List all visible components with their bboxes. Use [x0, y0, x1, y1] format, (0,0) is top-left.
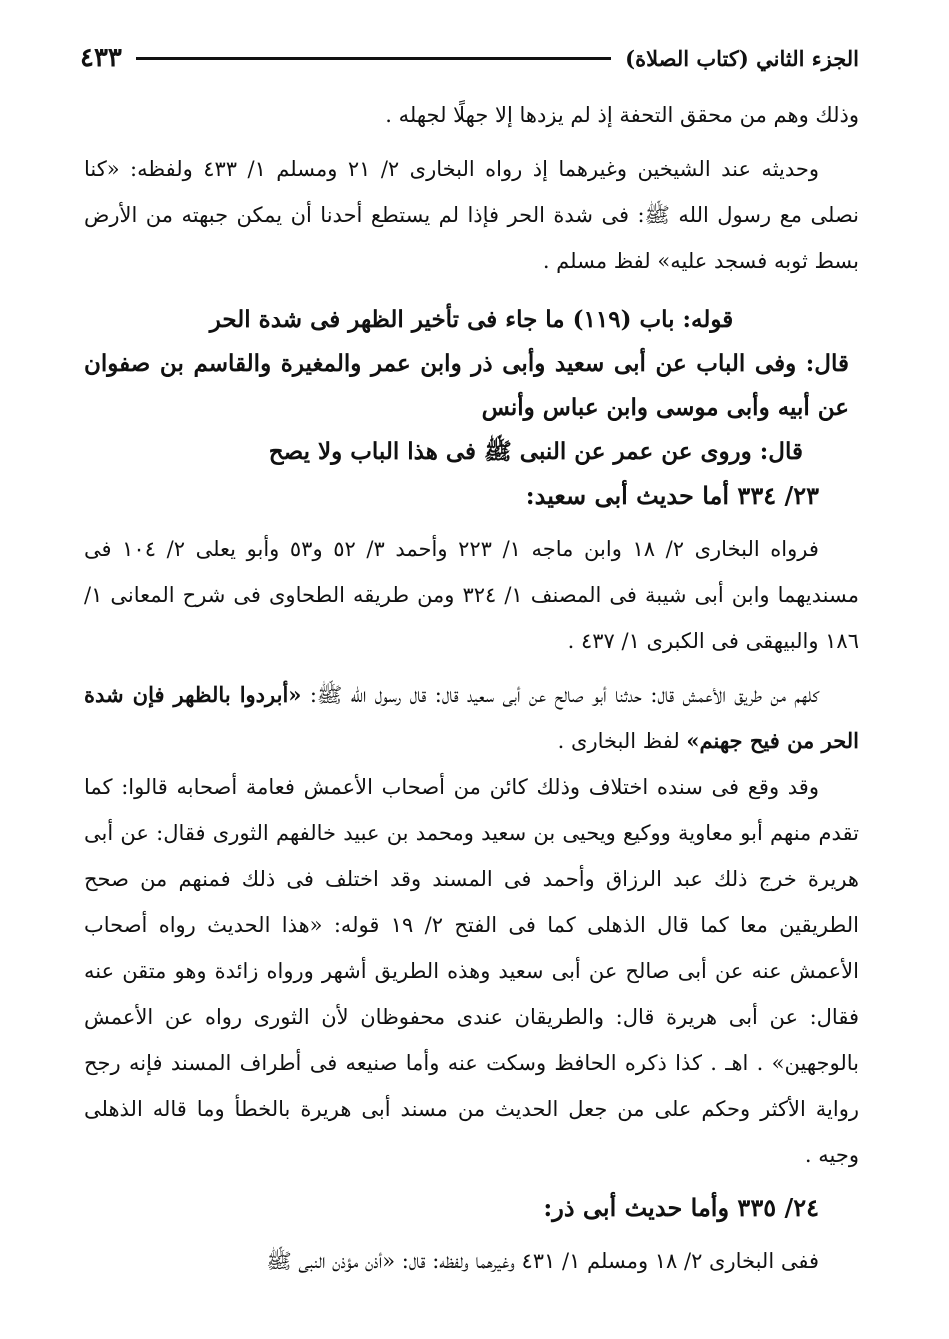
- paragraph-abu-said-sources: فرواه البخارى ٢/ ١٨ وابن ماجه ١/ ٢٢٣ وأحمد ٣/ ٥٢ و٥٣ وأبو يعلى ٢/ ١٠٤ فى مسنديهما وابن أبى شيبة فى المصنف ١/ ٣٢٤ ومن طريقه الطحاوى فى شرح المعانى ١/ ١٨٦ والبيهقى فى الكبرى ١/ ٤٣٧ .: [84, 537, 859, 653]
- paragraph-isnad-discussion: وقد وقع فى سنده اختلاف وذلك كائن من أصحاب الأعمش فعامة أصحابه قالوا: كما تقدم منهم أبو معاوية ووكيع ويحيى بن سعيد ومحمد بن عبيد خالفهم الثورى فقال: عن أبى هريرة خرج ذلك عبد الرزاق وأحمد فى المسند وقد اختلف فى ذلك فمنهم من صحح الطريقين معا كما قال الذهلى كما فى الفتح ٢/ ١٩ قوله: «هذا الحديث رواه أصحاب الأعمش عنه عن أبى صالح عن أبى سعيد وهذه الطريق أشهر ورواه زائدة وهو متقن عنه فقال: عن أبى هريرة قال: والطريقان عندى محفوظان لأن الثورى رواه عن الأعمش بالوجهين» . اهـ . كذا ذكره الحافظ وسكت عنه وأما صنيعه فى أطراف المسند فإنه رجح رواية الأكثر وحكم على من جعل الحديث من مسند أبى هريرة بالخطأ وما قاله الذهلى وجيه .: [84, 775, 859, 1167]
- paragraph-abu-dharr-sources: ففى البخارى ٢/ ١٨ ومسلم ١/ ٤٣١ وغيرهما ولفظه: قال: «أذن مؤذن النبى ﷺ: [266, 1249, 819, 1273]
- page-number: ٤٣٣: [80, 43, 122, 73]
- paragraph-abu-said-tail: لفظ البخارى .: [557, 729, 687, 753]
- chapter-heading: قوله: باب (١١٩) ما جاء فى تأخير الظهر فى شدة الحر: [209, 306, 734, 333]
- section-heading-abu-said: ٢٣/ ٣٣٤ أما حديث أبى سعيد:: [525, 481, 819, 510]
- page-header: [80, 38, 859, 78]
- paragraph-intro: وذلك وهم من محقق التحفة إذ لم يزدها إلا جهلًا لجهله .: [385, 103, 859, 127]
- running-title: الجزء الثاني (كتاب الصلاة): [625, 45, 859, 71]
- chapter-quote-narrators: قال: وفى الباب عن أبى سعيد وأبى ذر وابن عمر والمغيرة والقاسم بن صفوان عن أبيه وأبى موسى وابن عباس وأنس: [84, 350, 849, 421]
- paragraph-hadith-source: وحديثه عند الشيخين وغيرهما إذ رواه البخارى ٢/ ٢١ ومسلم ١/ ٤٣٣ ولفظه: «كنا نصلى مع رسول الله ﷺ: فى شدة الحر فإذا لم يستطع أحدنا أن يمكن جبهته من الأرض بسط ثوبه فسجد عليه» لفظ مسلم .: [84, 157, 859, 273]
- page-body: [84, 92, 859, 1284]
- hadith-quote: «أبردوا بالظهر فإن شدة الحر من فيح جهنم»: [84, 682, 859, 753]
- header-rule: [136, 57, 611, 60]
- chapter-quote-umar: قال: وروى عن عمر عن النبى ﷺ فى هذا الباب ولا يصح: [268, 438, 803, 465]
- paragraph-abu-said-text: [84, 672, 859, 764]
- section-heading-abu-dharr: ٢٤/ ٣٣٥ وأما حديث أبى ذر:: [543, 1193, 819, 1222]
- paragraph-abu-said-lead: كلهم من طريق الأعمش قال: حدثنا أبو صالح عن أبى سعيد قال: قال رسول الله ﷺ:: [301, 683, 819, 707]
